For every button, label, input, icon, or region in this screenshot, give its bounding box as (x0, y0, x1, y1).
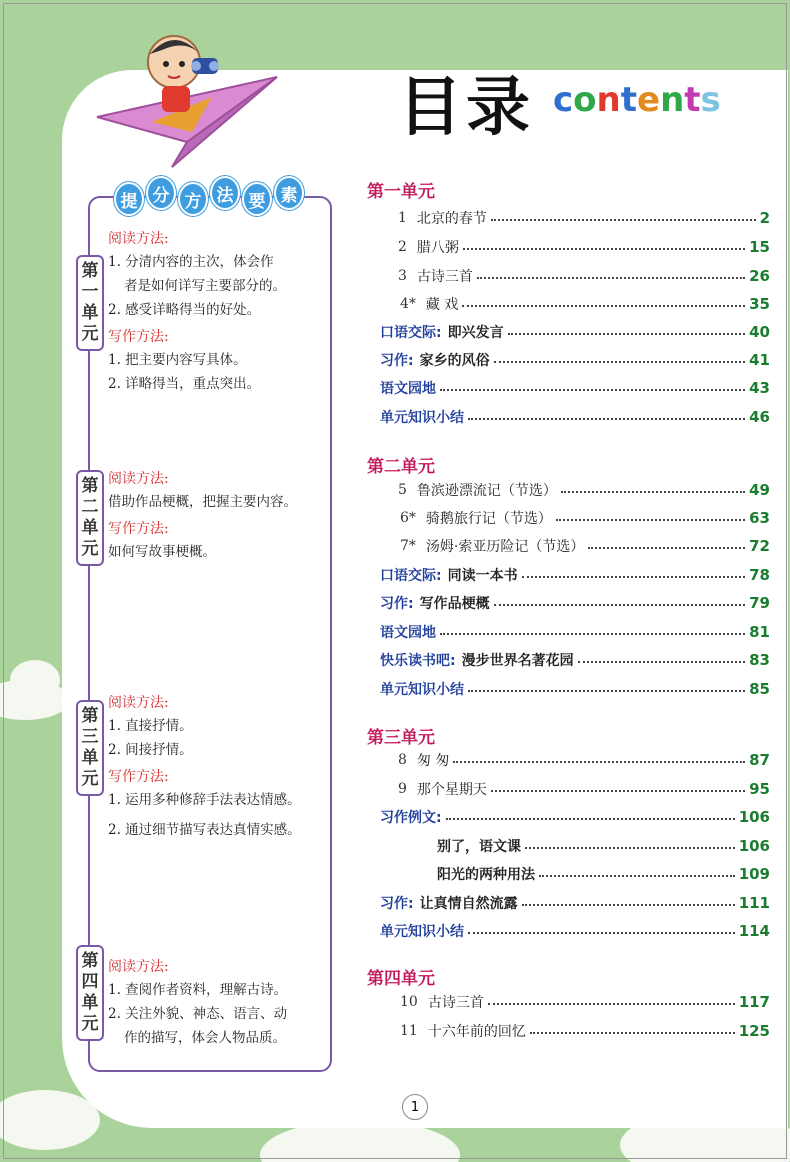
toc-row (380, 919, 770, 943)
lesson-title: 骑鹅旅行记（节选） (425, 511, 552, 527)
page-ref: 49 (749, 481, 770, 499)
reading-method-item: 1. 查阅作者资料，理解古诗。 (108, 982, 288, 998)
toc-row (380, 648, 770, 672)
toc-row (398, 206, 770, 230)
toc-row (380, 620, 770, 644)
page-ref: 15 (749, 238, 770, 256)
lesson-number: 2 (398, 239, 407, 255)
page-ref: 117 (738, 993, 770, 1011)
dot-leader (588, 547, 745, 549)
reading-method-label: 阅读方法: (108, 471, 169, 487)
title-letter: c (553, 80, 574, 120)
unit-tab-char: 一 (81, 282, 99, 302)
cloud-decoration (10, 660, 60, 700)
unit-tab-char: 单 (81, 303, 99, 323)
dot-leader (578, 661, 746, 663)
reading-method-item: 2. 间接抒情。 (108, 742, 193, 758)
tips-title-char: 方 (178, 182, 208, 216)
section-title: 即兴发言 (447, 325, 504, 341)
title-letter: n (596, 80, 621, 120)
lesson-title: 那个星期天 (416, 782, 487, 798)
page-ref: 114 (738, 922, 770, 940)
writing-method-item: 2. 详略得当，重点突出。 (108, 376, 261, 392)
page-ref: 106 (738, 837, 770, 855)
dot-leader (525, 847, 735, 849)
page-title-english (553, 80, 721, 120)
section-title: 同读一本书 (447, 568, 518, 584)
lesson-title: 腊八粥 (416, 240, 459, 256)
page-ref: 106 (738, 808, 770, 826)
page-number: 1 (402, 1094, 428, 1120)
page-title: 目录 (398, 71, 534, 145)
dot-leader (440, 389, 745, 391)
page-ref: 26 (749, 267, 770, 285)
writing-method-label: 写作方法: (108, 329, 169, 345)
unit-tab (76, 470, 104, 566)
reading-method-label: 阅读方法: (108, 695, 169, 711)
section-category: 习作例文: (380, 810, 442, 826)
reading-method-label: 阅读方法: (108, 959, 169, 975)
dot-leader (488, 1003, 735, 1005)
unit-tab-char: 元 (81, 769, 99, 789)
section-category: 习作: (380, 353, 414, 369)
dot-leader (468, 690, 745, 692)
toc-row (380, 320, 770, 344)
unit-tab (76, 700, 104, 796)
page-ref: 83 (749, 651, 770, 669)
reading-method-item: 1. 分清内容的主次，体会作 (108, 254, 274, 270)
unit-tab-char: 第 (81, 261, 99, 281)
toc-row (400, 990, 770, 1014)
section-category: 口语交际: (380, 325, 442, 341)
section-category: 快乐读书吧: (380, 653, 456, 669)
writing-method-item: 1. 把主要内容写具体。 (108, 352, 247, 368)
lesson-title: 古诗三首 (427, 995, 484, 1011)
toc-row (400, 292, 770, 316)
tips-title (114, 176, 304, 212)
page-ref: 43 (749, 379, 770, 397)
unit-tab-char: 第 (81, 706, 99, 726)
reading-method-item: 2. 感受详略得当的好处。 (108, 302, 261, 318)
unit-tab-char: 单 (81, 993, 99, 1013)
unit-tab-char: 二 (81, 497, 99, 517)
section-title: 家乡的风俗 (419, 353, 490, 369)
lesson-number: 8 (398, 752, 407, 768)
page-ref: 2 (759, 209, 770, 227)
paper-plane-boy-icon (92, 22, 282, 172)
toc-row (398, 264, 770, 288)
reading-method-item: 2. 关注外貌、神态、语言、动 (108, 1006, 288, 1022)
dot-leader (539, 875, 735, 877)
tips-section (108, 468, 297, 564)
toc-row (380, 591, 770, 615)
tips-title-char: 要 (242, 182, 272, 216)
page-ref: 111 (738, 894, 770, 912)
reading-method-item: 作的描写，体会人物品质。 (124, 1030, 286, 1046)
lesson-number: 6* (400, 510, 416, 526)
unit-tab-char: 元 (81, 539, 99, 559)
tips-title-char: 素 (274, 176, 304, 210)
dot-leader (508, 333, 746, 335)
tips-section (108, 956, 287, 1050)
lesson-title: 十六年前的回忆 (427, 1024, 526, 1040)
unit-heading: 第二单元 (367, 457, 435, 477)
tips-title-char: 分 (146, 176, 176, 210)
page-ref: 72 (749, 537, 770, 555)
section-category: 语文园地 (380, 625, 436, 641)
section-category: 单元知识小结 (380, 410, 464, 426)
section-title: 阳光的两种用法 (437, 867, 535, 883)
toc-row (400, 534, 770, 558)
unit-heading: 第一单元 (367, 182, 435, 202)
dot-leader (522, 904, 735, 906)
toc-row (380, 677, 770, 701)
section-title: 写作品梗概 (419, 596, 490, 612)
dot-leader (530, 1032, 735, 1034)
toc-row (400, 1019, 770, 1043)
section-category: 习作: (380, 896, 414, 912)
unit-tab-char: 四 (81, 972, 99, 992)
unit-tab-char: 三 (81, 727, 99, 747)
page-ref: 40 (749, 323, 770, 341)
page-ref: 35 (749, 295, 770, 313)
lesson-number: 4* (400, 296, 416, 312)
dot-leader (468, 932, 735, 934)
writing-method-label: 写作方法: (108, 769, 169, 785)
dot-leader (561, 491, 745, 493)
section-title: 漫步世界名著花园 (461, 653, 574, 669)
unit-tab (76, 255, 104, 351)
toc-row (398, 748, 770, 772)
section-title: 让真情自然流露 (419, 896, 518, 912)
dot-leader (446, 818, 735, 820)
lesson-title: 北京的春节 (416, 211, 487, 227)
section-title: 别了，语文课 (437, 839, 521, 855)
tips-section (108, 228, 286, 396)
toc-row (380, 891, 770, 915)
lesson-title: 藏 戏 (425, 297, 459, 313)
dot-leader (522, 576, 746, 578)
tips-title-char: 提 (114, 182, 144, 216)
unit-tab-char: 元 (81, 1014, 99, 1034)
section-category: 语文园地 (380, 381, 436, 397)
dot-leader (477, 277, 745, 279)
toc-row (380, 348, 770, 372)
page-ref: 78 (749, 566, 770, 584)
page-ref: 109 (738, 865, 770, 883)
title-letter: t (620, 80, 637, 120)
lesson-title: 匆 匆 (416, 753, 450, 769)
page-ref: 95 (749, 780, 770, 798)
dot-leader (468, 418, 745, 420)
lesson-number: 7* (400, 538, 416, 554)
lesson-number: 11 (400, 1023, 418, 1039)
unit-heading: 第三单元 (367, 728, 435, 748)
dot-leader (440, 633, 745, 635)
unit-tab-char: 单 (81, 748, 99, 768)
lesson-title: 鲁滨逊漂流记（节选） (416, 483, 557, 499)
page-ref: 79 (749, 594, 770, 612)
unit-tab-char: 第 (81, 951, 99, 971)
dot-leader (462, 305, 745, 307)
reading-method-label: 阅读方法: (108, 231, 169, 247)
page-ref: 63 (749, 509, 770, 527)
lesson-number: 10 (400, 994, 418, 1010)
lesson-number: 1 (398, 210, 407, 226)
tips-title-char: 法 (210, 176, 240, 210)
page-ref: 41 (749, 351, 770, 369)
section-category: 口语交际: (380, 568, 442, 584)
toc-row (437, 862, 770, 886)
dot-leader (494, 604, 746, 606)
unit-tab-char: 单 (81, 518, 99, 538)
reading-method-item: 者是如何详写主要部分的。 (124, 278, 286, 294)
unit-tab-char: 第 (81, 476, 99, 496)
page-ref: 85 (749, 680, 770, 698)
title-letter: e (637, 80, 661, 120)
toc-row (398, 478, 770, 502)
unit-tab-char: 元 (81, 324, 99, 344)
reading-method-item: 借助作品梗概，把握主要内容。 (108, 494, 297, 510)
dot-leader (453, 761, 745, 763)
dot-leader (491, 219, 756, 221)
toc-row (380, 805, 770, 829)
toc-row (380, 376, 770, 400)
toc-row (400, 506, 770, 530)
dot-leader (463, 248, 745, 250)
toc-row (398, 777, 770, 801)
page-ref: 87 (749, 751, 770, 769)
dot-leader (494, 361, 746, 363)
page-ref: 81 (749, 623, 770, 641)
toc-row (437, 834, 770, 858)
writing-method-item: 如何写故事梗概。 (108, 544, 216, 560)
title-letter: n (660, 80, 685, 120)
writing-method-item: 1. 运用多种修辞手法表达情感。 (108, 792, 301, 808)
toc-row (380, 405, 770, 429)
toc-row (398, 235, 770, 259)
unit-tab (76, 945, 104, 1041)
lesson-title: 汤姆·索亚历险记（节选） (425, 539, 585, 555)
dot-leader (491, 790, 745, 792)
lesson-number: 5 (398, 482, 407, 498)
page-ref: 125 (738, 1022, 770, 1040)
unit-heading: 第四单元 (367, 969, 435, 989)
section-category: 单元知识小结 (380, 924, 464, 940)
section-category: 习作: (380, 596, 414, 612)
title-letter: o (573, 80, 597, 120)
reading-method-item: 1. 直接抒情。 (108, 718, 193, 734)
lesson-number: 3 (398, 268, 407, 284)
page-ref: 46 (749, 408, 770, 426)
toc-row (380, 563, 770, 587)
dot-leader (556, 519, 745, 521)
title-letter: s (700, 80, 721, 120)
writing-method-item: 2. 通过细节描写表达真情实感。 (108, 822, 301, 838)
lesson-title: 古诗三首 (416, 269, 473, 285)
writing-method-label: 写作方法: (108, 521, 169, 537)
title-letter: t (684, 80, 701, 120)
section-category: 单元知识小结 (380, 682, 464, 698)
lesson-number: 9 (398, 781, 407, 797)
tips-section (108, 692, 301, 848)
